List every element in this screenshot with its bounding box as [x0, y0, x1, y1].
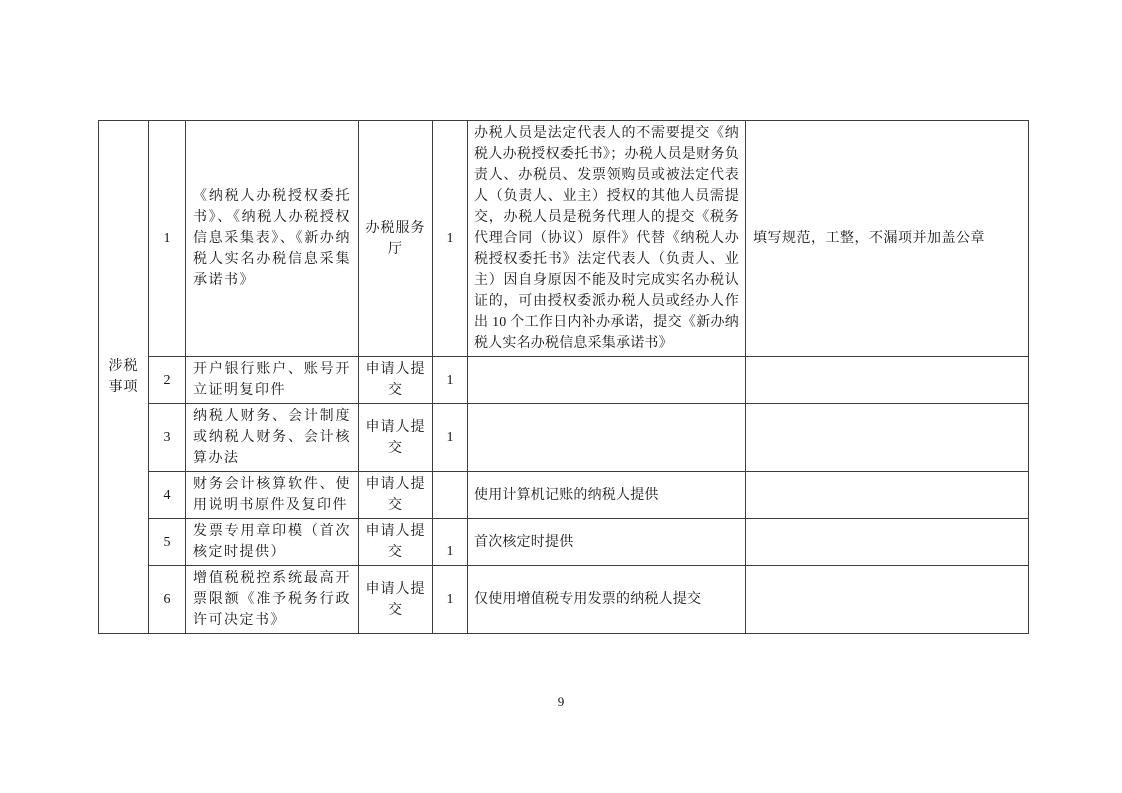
note-cell: 使用计算机记账的纳税人提供 — [468, 472, 746, 519]
table-row — [99, 566, 1029, 634]
channel-cell: 申请人提交 — [359, 357, 433, 404]
note-cell — [468, 357, 746, 404]
count-cell: 1 — [433, 519, 468, 566]
page-number: 9 — [557, 694, 565, 709]
material-cell: 发票专用章印模（首次核定时提供） — [186, 519, 359, 566]
row-number-cell: 3 — [149, 404, 186, 472]
requirement-cell — [746, 472, 1029, 519]
note-cell: 首次核定时提供 — [468, 519, 746, 566]
table-row — [99, 472, 1029, 519]
count-cell: 1 — [433, 357, 468, 404]
row-number-cell: 1 — [149, 121, 186, 357]
note-cell: 办税人员是法定代表人的不需要提交《纳税人办税授权委托书》；办税人员是财务负责人、办税员、发票领购员或被法定代表人（负责人、业主）授权的其他人员需提交，办税人员是税务代理人的提交《税务代理合同（协议）原件》代替《纳税人办税授权委托书》法定代表人（负责人、业主）因自身原因不能及时完成实名办税认证的，可由授权委派办税人员或经办人作出 10 个工作日内补办承诺，提交《新办纳税人实名办税信息采集承诺书》 — [468, 121, 746, 357]
requirement-cell — [746, 566, 1029, 634]
count-cell: 1 — [433, 404, 468, 472]
channel-cell: 申请人提交 — [359, 566, 433, 634]
material-cell: 《纳税人办税授权委托书》、《纳税人办税授权信息采集表》、《新办纳税人实名办税信息采集承诺书》 — [186, 121, 359, 357]
tax-matters-table — [98, 120, 1029, 634]
requirement-cell: 填写规范，工整，不漏项并加盖公章 — [746, 121, 1029, 357]
material-cell: 增值税税控系统最高开票限额《准予税务行政许可决定书》 — [186, 566, 359, 634]
row-number-cell: 4 — [149, 472, 186, 519]
requirement-cell — [746, 519, 1029, 566]
table-row — [99, 519, 1029, 566]
material-cell: 开户银行账户、账号开立证明复印件 — [186, 357, 359, 404]
channel-cell: 申请人提交 — [359, 472, 433, 519]
material-cell: 财务会计核算软件、使用说明书原件及复印件 — [186, 472, 359, 519]
row-number-cell: 5 — [149, 519, 186, 566]
material-cell: 纳税人财务、会计制度或纳税人财务、会计核算办法 — [186, 404, 359, 472]
table-row — [99, 357, 1029, 404]
row-number-cell: 2 — [149, 357, 186, 404]
count-cell: 1 — [433, 121, 468, 357]
channel-cell: 申请人提交 — [359, 404, 433, 472]
count-cell — [433, 472, 468, 519]
category-cell: 涉税事项 — [99, 121, 149, 634]
note-cell: 仅使用增值税专用发票的纳税人提交 — [468, 566, 746, 634]
requirement-cell — [746, 357, 1029, 404]
note-cell — [468, 404, 746, 472]
table-row — [99, 404, 1029, 472]
count-cell: 1 — [433, 566, 468, 634]
requirement-cell — [746, 404, 1029, 472]
table-row — [99, 121, 1029, 357]
channel-cell: 申请人提交 — [359, 519, 433, 566]
channel-cell: 办税服务厅 — [359, 121, 433, 357]
row-number-cell: 6 — [149, 566, 186, 634]
